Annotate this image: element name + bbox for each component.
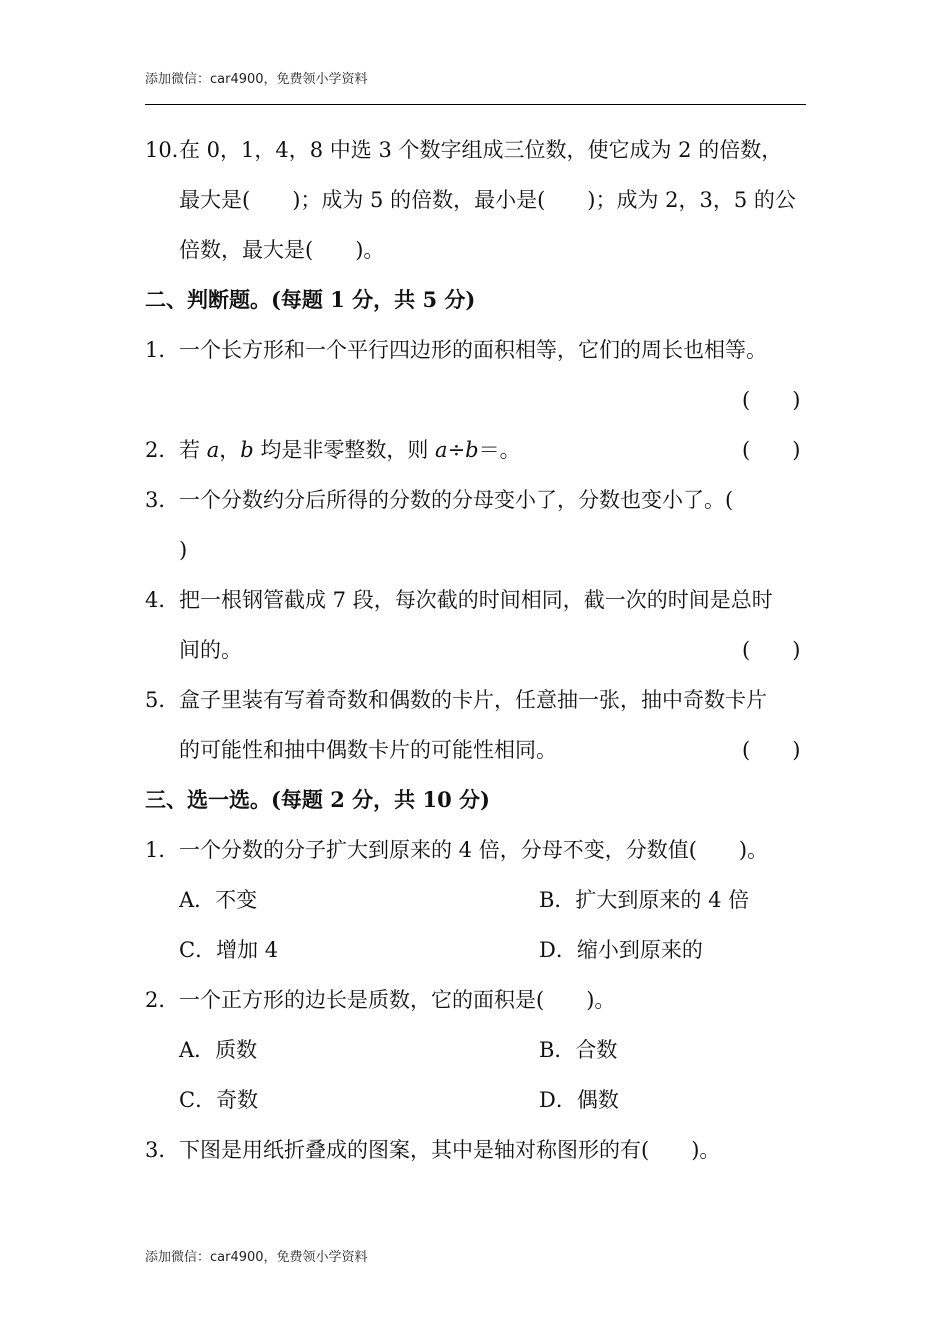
s3-q3-text: 下图是用纸折叠成的图案，其中是轴对称图形的有( )。 <box>179 1138 721 1162</box>
s2-q2-var-c: a <box>435 438 448 462</box>
page-header: 添加微信：car4900，免费领小学资料 <box>145 72 368 87</box>
s2-q1-text: 一个长方形和一个平行四边形的面积相等，它们的周长也相等。 <box>179 338 767 362</box>
section3-title: 三、选一选。(每题 2 分，共 10 分) <box>145 787 490 812</box>
s3-q3-number: 3． <box>145 1138 180 1162</box>
s3-q1-text: 一个分数的分子扩大到原来的 4 倍，分母不变，分数值( )。 <box>179 838 769 862</box>
s2-q5-answer-blank: ( ) <box>742 738 801 762</box>
s2-q2-var-b: b <box>240 438 254 462</box>
s3-q2-option-c: C．奇数 <box>179 1088 259 1112</box>
s2-q2-var-d: b <box>465 438 479 462</box>
q10-text-line1: 在 0，1，4，8 中选 3 个数字组成三位数，使它成为 2 的倍数， <box>179 138 783 162</box>
s3-q2-number: 2． <box>145 988 180 1012</box>
s2-q1-number: 1． <box>145 338 180 362</box>
s2-q2-text-c: 均是非零整数，则 <box>253 438 436 462</box>
q10-text-line3: 倍数，最大是( )。 <box>179 238 385 262</box>
s3-q1-option-c: C．增加 4 <box>179 938 279 962</box>
s3-q2-option-b: B．合数 <box>539 1038 618 1062</box>
s2-q3-text2: ) <box>179 538 188 562</box>
s3-q2-option-d: D．偶数 <box>539 1088 619 1112</box>
s2-q2-text-a: 若 <box>179 438 207 462</box>
s2-q1-answer-blank: ( ) <box>742 388 801 412</box>
header-rule <box>145 104 806 105</box>
s2-q5-text2: 的可能性和抽中偶数卡片的可能性相同。 <box>179 738 557 762</box>
s3-q2-option-a: A．质数 <box>179 1038 258 1062</box>
s2-q2-answer-blank: ( ) <box>742 438 801 462</box>
s2-q5-number: 5． <box>145 688 180 712</box>
s3-q1-option-a: A．不变 <box>179 888 258 912</box>
s3-q1-option-b: B．扩大到原来的 4 倍 <box>539 888 750 912</box>
s2-q2-text <box>179 435 521 465</box>
s3-q2-text: 一个正方形的边长是质数，它的面积是( )。 <box>179 988 616 1012</box>
s2-q3-text: 一个分数约分后所得的分数的分母变小了，分数也变小了。( <box>179 488 734 512</box>
s3-q1-number: 1． <box>145 838 180 862</box>
page-footer: 添加微信：car4900，免费领小学资料 <box>145 1250 368 1265</box>
s2-q2-var-a: a <box>206 438 220 462</box>
s2-q4-answer-blank: ( ) <box>742 638 801 662</box>
s2-q2-number: 2． <box>145 438 180 462</box>
s2-q2-text-e: ＝。 <box>478 438 521 462</box>
s2-q4-text2: 间的。 <box>179 638 242 662</box>
s3-q1-option-d: D．缩小到原来的 <box>539 938 703 962</box>
s2-q4-number: 4． <box>145 588 180 612</box>
q10-text-line2: 最大是( )；成为 5 的倍数，最小是( )；成为 2，3，5 的公 <box>179 188 796 212</box>
s2-q5-text: 盒子里装有写着奇数和偶数的卡片，任意抽一张，抽中奇数卡片 <box>179 688 767 712</box>
s2-q3-number: 3． <box>145 488 180 512</box>
s2-q2-text-b: ， <box>219 438 241 462</box>
s2-q2-text-d: ÷ <box>447 438 466 462</box>
q10-number: 10． <box>145 138 193 162</box>
section2-title: 二、判断题。(每题 1 分，共 5 分) <box>145 287 476 312</box>
s2-q4-text: 把一根钢管截成 7 段，每次截的时间相同，截一次的时间是总时 <box>179 588 773 612</box>
